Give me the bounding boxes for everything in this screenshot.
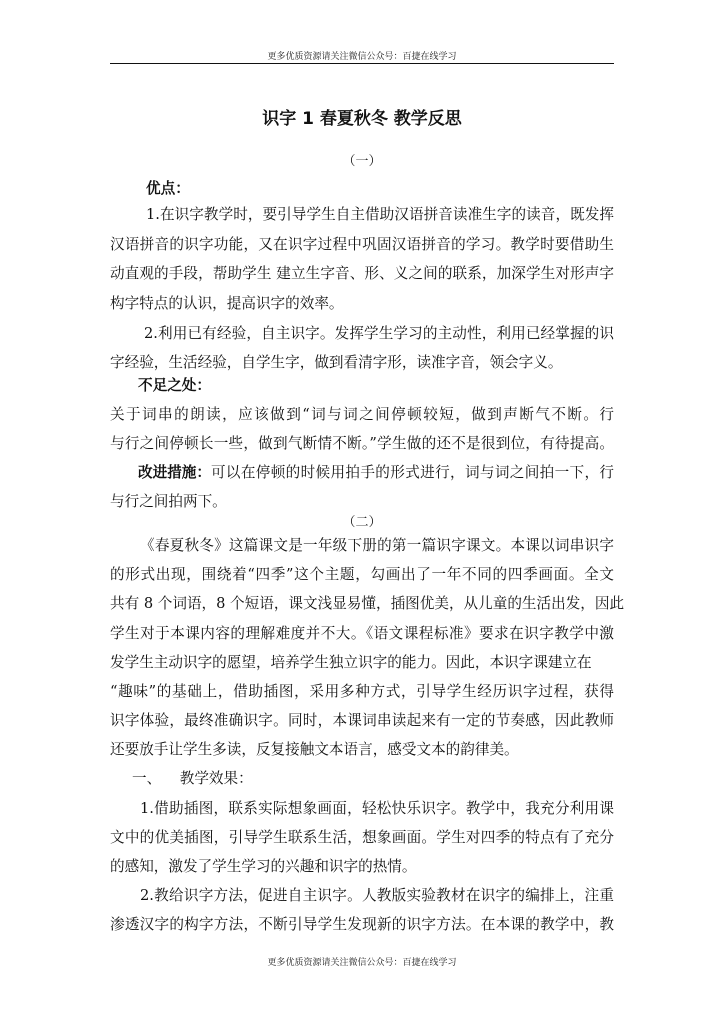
paragraph-line: 与行之间拍两下。 <box>110 493 227 510</box>
paragraph-line: 字经验，生活经验，自学生字，做到看清字形，读准字音，领会字义。 <box>110 354 563 371</box>
paragraph-line: 的形式出现，围绕着“四季”这个主题，勾画出了一年不同的四季画面。全文 <box>110 566 614 583</box>
paragraph-line: 2.教给识字方法，促进自主识字。人教版实验教材在识字的编排上，注重 <box>140 887 614 904</box>
paragraph-line: 汉语拼音的识字功能，又在识字过程中巩固汉语拼音的学习。教学时要借助生 <box>110 236 614 253</box>
page-title: 识字 1 春夏秋冬 教学反思 <box>262 109 462 129</box>
shortcomings-heading: 不足之处： <box>138 377 211 394</box>
improvement-text: 可以在停顿的时候用拍手的形式进行，词与词之间拍一下，行 <box>210 464 614 481</box>
paragraph-line: 共有 8 个词语，8 个短语，课文浅显易懂，插图优美，从儿童的生活出发，因此 <box>110 595 625 612</box>
paragraph-line: 《春夏秋冬》这篇课文是一年级下册的第一篇识字课文。本课以词串识字 <box>140 537 614 554</box>
paragraph-line: 学生对于本课内容的理解难度并不大。《语文课程标准》要求在识字教学中激 <box>110 625 614 642</box>
paragraph-line: 1.在识字教学时，要引导学生自主借助汉语拼音读准生字的读音，既发挥 <box>146 206 614 223</box>
section-marker-2: （二） <box>342 515 382 530</box>
paragraph-line: 文中的优美插图，引导学生联系生活，想象画面。学生对四季的特点有了充分 <box>110 829 614 846</box>
paragraph-line: “趣味”的基础上，借助插图，采用多种方式，引导学生经历识字过程，获得 <box>110 683 614 700</box>
paragraph-line: 构字特点的认识，提高识字的效率。 <box>110 295 344 312</box>
paragraph-line: 识字体验，最终准确识字。同时，本课词串读起来有一定的节奏感，因此教师 <box>110 712 614 729</box>
section-marker-1: （一） <box>342 154 382 169</box>
paragraph-line: 与行之间停顿长一些，做到气断情不断。”学生做的还不是很到位，有待提高。 <box>110 435 614 452</box>
paragraph-line: 2.利用已有经验，自主识字。发挥学生学习的主动性，利用已经掌握的识 <box>144 325 614 342</box>
advantages-heading: 优点： <box>146 180 190 197</box>
page-header: 更多优质资源请关注微信公众号：百捷在线学习 <box>267 52 457 62</box>
paragraph-line: 1.借助插图，联系实际想象画面，轻松快乐识字。教学中，我充分利用课 <box>140 800 614 817</box>
paragraph-line: 渗透汉字的构字方法，不断引导学生发现新的识字方法。在本课的教学中，教 <box>110 916 614 933</box>
paragraph-line: 还要放手让学生多读，反复接触文本语言，感受文本的韵律美。 <box>110 741 519 758</box>
header-divider <box>110 63 614 64</box>
paragraph-line: 发学生主动识字的愿望，培养学生独立识字的能力。因此，本识字课建立在 <box>110 654 592 671</box>
improvement-label: 改进措施： <box>138 464 211 481</box>
improvement-line <box>138 461 614 482</box>
paragraph-line: 动直观的手段，帮助学生 建立生字音、形、义之间的联系，加深学生对形声字 <box>110 265 614 282</box>
effects-heading: 一、 教学效果： <box>132 770 253 787</box>
page-footer: 更多优质资源请关注微信公众号：百捷在线学习 <box>267 958 457 968</box>
paragraph-line: 的感知，激发了学生学习的兴趣和识字的热情。 <box>110 858 417 875</box>
paragraph-line: 关于词串的朗读，应该做到“词与词之间停顿较短，做到声断气不断。行 <box>110 406 614 423</box>
